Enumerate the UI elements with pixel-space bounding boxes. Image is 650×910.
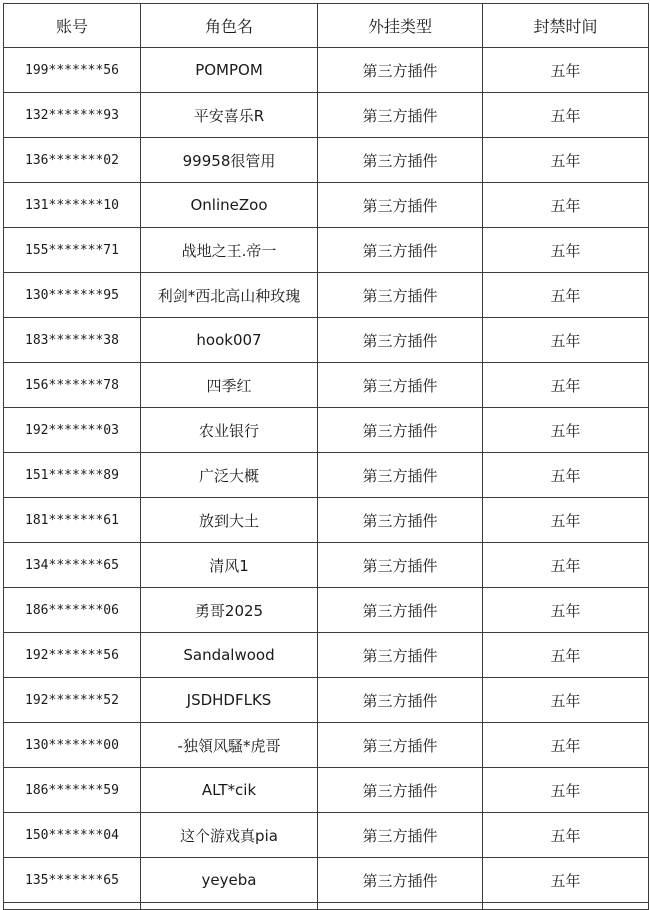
table-row xyxy=(4,183,649,228)
cell-ban-duration: 五年 xyxy=(483,633,649,678)
table-row xyxy=(4,273,649,318)
cell-ban-duration: 五年 xyxy=(483,543,649,588)
ban-list-table xyxy=(3,3,649,910)
cell-cheat-type: 第三方插件 xyxy=(318,453,483,498)
cell-account: 131*******10 xyxy=(4,183,141,228)
cell-role-name: yeyeba xyxy=(141,858,318,903)
cell-cheat-type: 第三方插件 xyxy=(318,588,483,633)
cell-role-name: hook007 xyxy=(141,318,318,363)
cell-account: 151*******89 xyxy=(4,453,141,498)
cell-role-name: 战地之王.帝一 xyxy=(141,228,318,273)
cell-role-name: 勇哥2025 xyxy=(141,588,318,633)
cell-cheat-type: 第三方插件 xyxy=(318,543,483,588)
table-row xyxy=(4,768,649,813)
cell-ban-duration: 五年 xyxy=(483,363,649,408)
table-row xyxy=(4,138,649,183)
cell-role-name: -独領风騷*虎哥 xyxy=(141,723,318,768)
cell-role-name: 99958很管用 xyxy=(141,138,318,183)
cell-role-name: 这个游戏真pia xyxy=(141,813,318,858)
cell-role-name: 四季红 xyxy=(141,363,318,408)
cell-cheat-type: 第三方插件 xyxy=(318,318,483,363)
cell-role-name: 清风1 xyxy=(141,543,318,588)
table-row xyxy=(4,633,649,678)
table-row xyxy=(4,408,649,453)
table-row xyxy=(4,48,649,93)
cell-ban-duration: 五年 xyxy=(483,588,649,633)
header-role-name: 角色名 xyxy=(141,4,318,48)
cell-role-name: OnlineZoo xyxy=(141,183,318,228)
cell-account: 134*******65 xyxy=(4,543,141,588)
cell-cheat-type: 第三方插件 xyxy=(318,408,483,453)
cell-cheat-type: 第三方插件 xyxy=(318,498,483,543)
table-header xyxy=(4,4,649,48)
cell-cheat-type: 第三方插件 xyxy=(318,858,483,903)
cell-cheat-type: 第三方插件 xyxy=(318,48,483,93)
cell-role-name: 平安喜乐R xyxy=(141,93,318,138)
cell-account: 130*******00 xyxy=(4,723,141,768)
table-row xyxy=(4,93,649,138)
cell-account: 156*******78 xyxy=(4,363,141,408)
cell-cheat-type: 第三方插件 xyxy=(318,138,483,183)
cell-cheat-type: 第三方插件 xyxy=(318,768,483,813)
cell-account: 136*******02 xyxy=(4,138,141,183)
cell-cheat-type: 第三方插件 xyxy=(318,678,483,723)
cell-partial xyxy=(141,903,318,910)
cell-ban-duration: 五年 xyxy=(483,273,649,318)
cell-partial xyxy=(4,903,141,910)
header-account: 账号 xyxy=(4,4,141,48)
cell-ban-duration: 五年 xyxy=(483,723,649,768)
cell-ban-duration: 五年 xyxy=(483,768,649,813)
cell-role-name: 广泛大概 xyxy=(141,453,318,498)
cell-account: 155*******71 xyxy=(4,228,141,273)
cell-role-name: Sandalwood xyxy=(141,633,318,678)
cell-ban-duration: 五年 xyxy=(483,48,649,93)
cell-partial xyxy=(318,903,483,910)
cell-ban-duration: 五年 xyxy=(483,228,649,273)
cell-cheat-type: 第三方插件 xyxy=(318,363,483,408)
cell-cheat-type: 第三方插件 xyxy=(318,228,483,273)
cell-account: 186*******59 xyxy=(4,768,141,813)
cell-role-name: 利剑*西北高山种玫瑰 xyxy=(141,273,318,318)
cell-partial xyxy=(483,903,649,910)
cell-ban-duration: 五年 xyxy=(483,453,649,498)
table-row xyxy=(4,543,649,588)
cell-account: 135*******65 xyxy=(4,858,141,903)
table-row xyxy=(4,318,649,363)
cell-account: 192*******03 xyxy=(4,408,141,453)
cell-account: 192*******52 xyxy=(4,678,141,723)
header-cheat-type: 外挂类型 xyxy=(318,4,483,48)
cell-role-name: POMPOM xyxy=(141,48,318,93)
cell-account: 150*******04 xyxy=(4,813,141,858)
cell-ban-duration: 五年 xyxy=(483,498,649,543)
cell-cheat-type: 第三方插件 xyxy=(318,723,483,768)
table-row xyxy=(4,858,649,903)
cell-ban-duration: 五年 xyxy=(483,408,649,453)
cell-account: 183*******38 xyxy=(4,318,141,363)
cell-cheat-type: 第三方插件 xyxy=(318,273,483,318)
cell-ban-duration: 五年 xyxy=(483,813,649,858)
table-row xyxy=(4,723,649,768)
header-row xyxy=(4,4,649,48)
table-row xyxy=(4,588,649,633)
cell-cheat-type: 第三方插件 xyxy=(318,93,483,138)
table-body xyxy=(4,48,649,910)
cell-role-name: JSDHDFLKS xyxy=(141,678,318,723)
cell-account: 130*******95 xyxy=(4,273,141,318)
cell-role-name: ALT*cik xyxy=(141,768,318,813)
cell-role-name: 农业银行 xyxy=(141,408,318,453)
table-row-partial xyxy=(4,903,649,910)
cell-ban-duration: 五年 xyxy=(483,678,649,723)
cell-ban-duration: 五年 xyxy=(483,858,649,903)
table-row xyxy=(4,498,649,543)
table-row xyxy=(4,363,649,408)
cell-account: 132*******93 xyxy=(4,93,141,138)
cell-role-name: 放到大土 xyxy=(141,498,318,543)
cell-account: 181*******61 xyxy=(4,498,141,543)
cell-account: 186*******06 xyxy=(4,588,141,633)
cell-cheat-type: 第三方插件 xyxy=(318,183,483,228)
cell-ban-duration: 五年 xyxy=(483,183,649,228)
cell-account: 199*******56 xyxy=(4,48,141,93)
cell-ban-duration: 五年 xyxy=(483,318,649,363)
header-ban-duration: 封禁时间 xyxy=(483,4,649,48)
table-row xyxy=(4,228,649,273)
cell-cheat-type: 第三方插件 xyxy=(318,813,483,858)
table-row xyxy=(4,678,649,723)
cell-ban-duration: 五年 xyxy=(483,138,649,183)
cell-account: 192*******56 xyxy=(4,633,141,678)
table-row xyxy=(4,453,649,498)
table-row xyxy=(4,813,649,858)
cell-cheat-type: 第三方插件 xyxy=(318,633,483,678)
cell-ban-duration: 五年 xyxy=(483,93,649,138)
